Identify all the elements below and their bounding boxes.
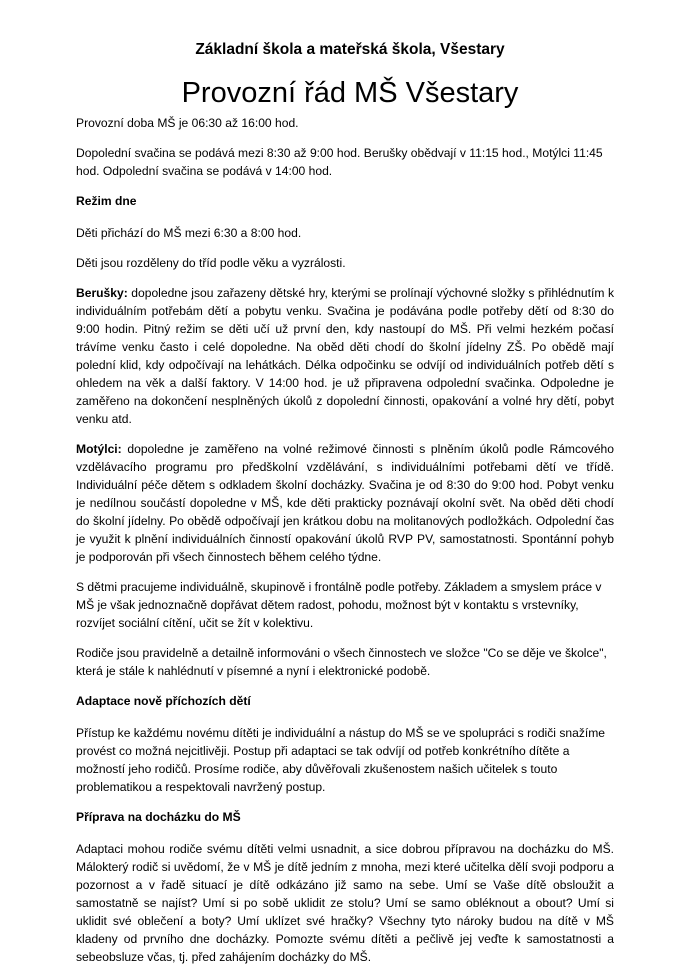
berusky-paragraph [76,284,614,428]
parents-info: Rodiče jsou pravidelně a detailně informováni o všech činnostech ve složce "Co se děje ve školce", která je stále k nahlédnutí v písemné a nyní i elektronické podobě. [76,646,607,678]
berusky-text: dopoledne jsou zařazeny dětské hry, kterými se prolínají výchovné složky s přihlédnutím k individuálním potřebám dětí a pobytu venku. Svačina je podávána podle potřeby dětí od 8:30 do 9:00 hodin. Pitný režim se děti učí už první den, kdy nastoupí do MŠ. Při velmi hezkém počasí trávíme venku často i celé dopoledne. Na oběd děti chodí do školní jídelny ZŠ. Po obědě mají polední klid, kdy odpočívají na lehátkách. Délka odpočinku se odvíjí od individuálních potřeb dětí s ohledem na věk a další faktory. V 14:00 hod. je už připravena odpolední svačinka. Odpoledne je zaměřeno na dokončení nesplněných úkolů z dopolední činnosti, opakování a volné hry dětí, pobyt venku atd. [76,286,614,426]
motylci-text: dopoledne je zaměřeno na volné režimové činnosti s plněním úkolů podle Rámcového vzdělávacího programu pro předškolní vzdělávání, s individuálními potřebami dětí ve třídě. Individuální péče dětem s odkladem školní docházky. Svačina je od 8:30 do 9:00 hod. Pobyt venku je nedílnou součástí dopoledne v MŠ, kde děti prakticky poznávají okolní svět. Na oběd děti chodí do školní jídelny. Po obědě odpočívají jen krátkou dobu na molitanových podložkách. Odpolední čas je využit k plnění individuálních činností opakování úkolů RVP PV, samostatnosti. Spontánní pohyb je podporován při všech činnostech během celého týdne. [76,442,614,564]
operating-hours: Provozní doba MŠ je 06:30 až 16:00 hod. [76,116,299,130]
section-heading-adaptace: Adaptace nově příchozích dětí [76,694,251,708]
work-approach: S dětmi pracujeme individuálně, skupinově i frontálně podle potřeby. Základem a smyslem práce v MŠ je však jednoznačně dopřávat dětem radost, pohodu, možnost být v kontaktu s vrstevníky, rozvíjet sociální cítění, učit se žít v kolektivu. [76,580,602,630]
page-title: Provozní řád MŠ Všestary [181,77,519,109]
priprava-text: Adaptaci mohou rodiče svému dítěti velmi usnadnit, a sice dobrou přípravou na docházku do MŠ. Málokterý rodič si uvědomí, že v MŠ je dítě jedním z mnoha, mezi které učitelka dělí svoji podporu a pozornost a v řadě situací je dítě odkázáno již samo na sebe. Umí se Vaše dítě obsloužit a samostatně se najíst? Umí si po sobě uklidit ze stolu? Umí se samo obléknout a obout? Umí si uklidit své oblečení a boty? Umí uklízet své hračky? Všechny tyto nároky budou na dítě v MŠ kladeny od prvního dne docházky. Pomozte svému dítěti a pečlivě jej veďte k samostatnosti a sebeobsluze včas, tj. před zahájením docházky do MŠ. [76,842,614,964]
school-name: Základní škola a mateřská škola, Všestary [195,41,505,58]
adaptace-text: Přístup ke každému novému dítěti je individuální a nástup do MŠ se ve spolupráci s rodiči snažíme provést co možná nejcitlivěji. Postup při adaptaci se tak odvíjí od potřeb konkrétního dítěte a možností jeho rodičů. Prosíme rodiče, aby důvěřovali zkušenostem našich učitelek s touto problematikou a respektovali navržený postup. [76,726,606,794]
berusky-label: Berušky: [76,286,128,300]
section-heading-rezim: Režim dne [76,194,137,208]
motylci-label: Motýlci: [76,442,122,456]
section-heading-priprava: Příprava na docházku do MŠ [76,810,241,824]
meal-times: Dopolední svačina se podává mezi 8:30 až 9:00 hod. Berušky obědvají v 11:15 hod., Motýlci 11:45 hod. Odpolední svačina se podává v 14:00 hod. [76,146,603,178]
class-division: Děti jsou rozděleny do tříd podle věku a vyzrálosti. [76,256,346,270]
arrival-times: Děti přichází do MŠ mezi 6:30 a 8:00 hod. [76,226,302,240]
motylci-paragraph [76,440,614,566]
